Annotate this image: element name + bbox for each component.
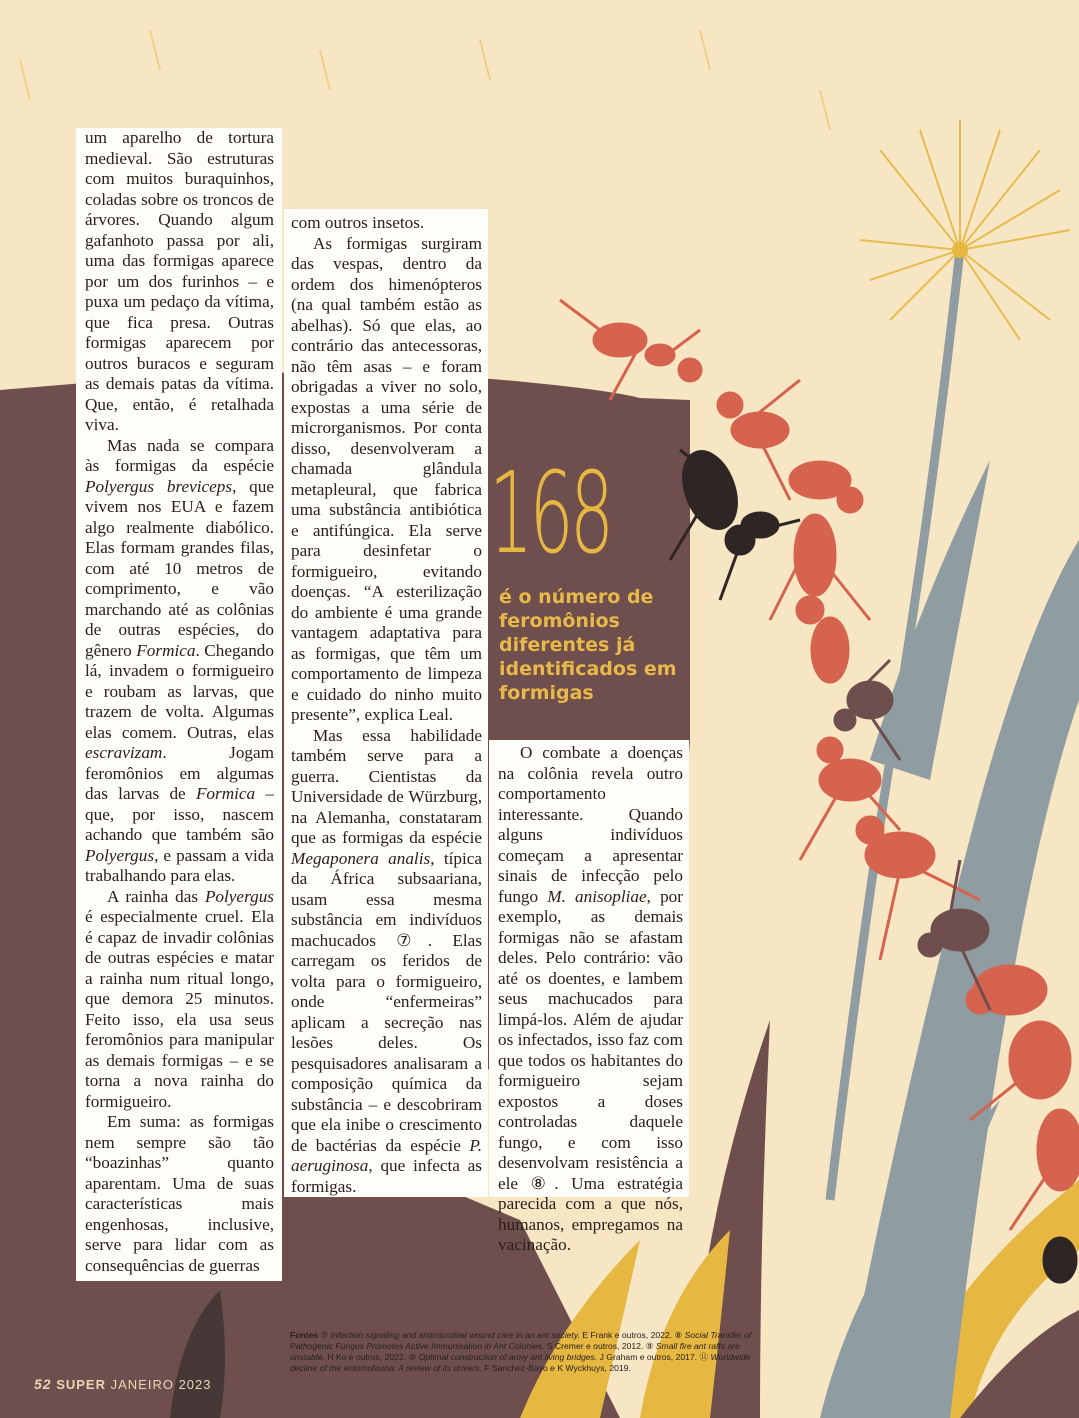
paragraph: Em suma: as formigas nem sempre são tão “boazinhas” quanto aparentam. Uma de suas características mais engenhosas, inclusive, serve para lidar com as consequências de guerras	[85, 1112, 274, 1275]
sources-footnote: Fontes ⑦ Infection signaling and antimicrobial wound care in an ant society. E Frank e outros, 2022. ⑧ Social Transfer of Pathogenic Fungus Promotes Active Immunisation in Ant Colonies. S Cremer e outros, 2012. ⑨ Small fire ant rafts are unstable. H Ko e outros, 2022. ⑩ Optimal construction of army ant living bridges. J Graham e outros, 2017. ⑪ Worldwide decline of the entomofauna: A review of its drivers. F Sanchez-Bayo e K Wyckhuys, 2019.	[290, 1330, 752, 1373]
paragraph: O combate a doenças na colônia revela outro comportamento interessante. Quando alguns indivíduos começam a apresentar sinais de infecção pelo fungo M. anisopliae, por exemplo, as demais formigas não se afastam deles. Pelo contrário: vão até os doentes, e lambem seus machucados para limpá-los. Além de ajudar os infectados, isso faz com que todos os habitantes do formigueiro sejam expostos a doses controladas daquele fungo, e com isso desenvolvam resistência a ele ⑧. Uma estratégia parecida com a que nós, humanos, empregamos na vacinação.	[498, 743, 683, 1254]
paragraph: Mas nada se compara às formigas da espécie Polyergus breviceps, que vivem nos EUA e fazem algo realmente diabólico. Elas formam grandes filas, com até 10 metros de comprimento, e vão marchando até as colônias de outras espécies, do gênero Formica. Chegando lá, invadem o formigueiro e roubam as larvas, que trazem de volta. Algumas elas comem. Outras, elas escravizam. Jogam feromônios em algumas das larvas de Formica – que, por isso, nascem achando que também são Polyergus, e passam a vida trabalhando para elas.	[85, 435, 274, 885]
sources-label: Fontes	[290, 1330, 319, 1340]
issue-date: JANEIRO 2023	[110, 1377, 212, 1392]
magazine-name: SUPER	[56, 1377, 106, 1392]
paragraph: As formigas surgiram das vespas, dentro da ordem dos himenópteros (na qual também estão as abelhas). Só que elas, ao contrário das antecessoras, não têm asas – e foram obrigadas a viver no solo, expostas a uma série de microrganismos. Por conta disso, desenvolveram a chamada glândula metapleural, que fabrica uma substância antibiótica e antifúngica. Ela serve para desinfetar o formigueiro, evitando doenças. “A esterilização do ambiente é uma grande vantagem adaptativa para as formigas, que têm um comportamento de limpeza e cuidado do ninho muito presente”, explica Leal.	[291, 233, 482, 724]
paragraph: A rainha das Polyergus é especialmente cruel. Ela é capaz de invadir colônias de outras espécies e matar a rainha num ritual longo, que demora 25 minutos. Feito isso, ela usa seus feromônios para manipular as demais formigas – e se torna a nova rainha do formigueiro.	[85, 886, 274, 1111]
text-column-1	[76, 128, 282, 1281]
paragraph: com outros insetos.	[291, 213, 425, 232]
page-number: 52	[34, 1376, 52, 1392]
stat-caption: é o número de feromônios diferentes já identificados em formigas	[499, 586, 677, 704]
stat-number: 168	[489, 449, 611, 579]
page-folio	[34, 1376, 212, 1392]
text-column-2	[284, 209, 488, 1197]
paragraph: Mas essa habilidade também serve para a guerra. Cientistas da Universidade de Würzburg, na Alemanha, constataram que as formigas da espécie Megaponera analis, típica da África subsaariana, usam essa mesma substância em indivíduos machucados ⑦. Elas carregam os feridos de volta para o formigueiro, onde “enfermeiras” aplicam a secreção nas lesões deles. Os pesquisadores analisaram a composição química da substância – e descobriram que ela inibe o crescimento de bactérias da espécie P. aeruginosa, que infecta as formigas.	[291, 725, 482, 1196]
text-column-3	[489, 740, 689, 1254]
stat-callout	[489, 449, 699, 705]
paragraph: um aparelho de tortura medieval. São estruturas com muitos buraquinhos, coladas sobre os troncos de árvores. Quando algum gafanhoto passa por ali, uma das formigas aparece por um dos furinhos – e puxa um pedaço da vítima, que fica presa. Outras formigas aparecem por outros buracos e seguram as demais patas da vítima. Que, então, é retalhada viva.	[85, 128, 274, 434]
